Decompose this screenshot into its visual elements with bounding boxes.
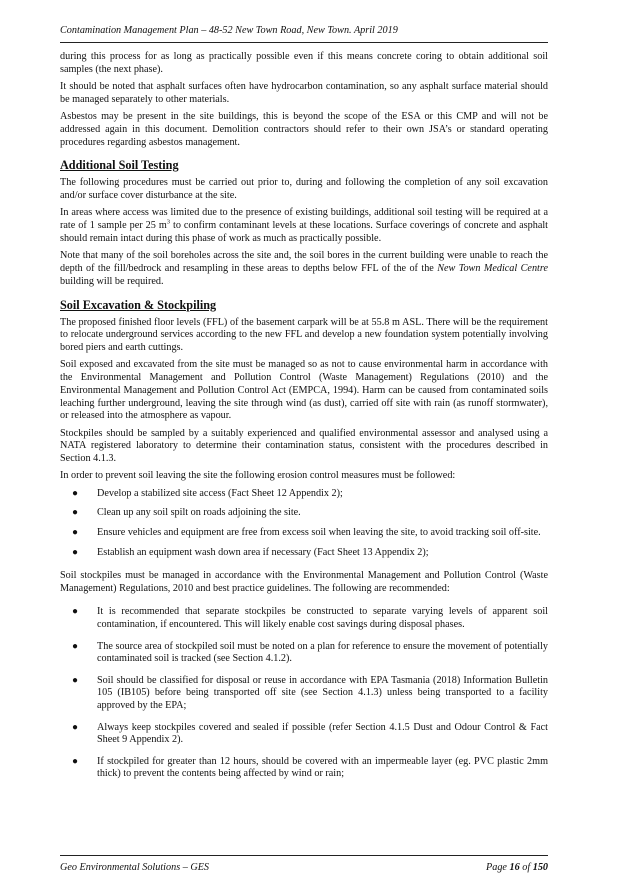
heading-additional-soil-testing: Additional Soil Testing	[60, 158, 179, 173]
bullet-icon: ●	[72, 487, 79, 499]
excavation-paragraph-4: In order to prevent soil leaving the site the following erosion control measures must be followed:	[60, 470, 456, 482]
text-run: building will be required.	[60, 275, 164, 287]
bullet-icon: ●	[72, 507, 79, 519]
italic-run: New Town Medical Centre	[437, 262, 548, 274]
superscript: 3	[166, 218, 170, 226]
excavation-paragraph-3: Stockpiles should be sampled by a suitably experienced and qualified environmental assessor and analysed using a NATA registered laboratory to determine their contamination status, consistent with the procedures described in Section 4.1.3.	[60, 427, 548, 465]
intro-paragraph-3: Asbestos may be present in the site buildings, this is beyond the scope of the ESA or this CMP and will not be addressed again in this document. Demolition contractors should refer to their own JSA’s or standard operating procedures regarding asbestos management.	[60, 110, 548, 148]
page-prefix: Page	[486, 862, 510, 873]
text-run: In areas where access was limited due to the presence of existing buildings, additional soil testing will be required at a rate of 1 sample per 25 m	[60, 207, 548, 232]
list-item	[60, 507, 548, 520]
list-item	[60, 488, 548, 501]
list-item	[60, 547, 548, 560]
list-item-text: Establish an equipment wash down area if necessary (Fact Sheet 13 Appendix 2);	[97, 547, 429, 559]
list-item	[60, 756, 548, 782]
page-number	[486, 862, 548, 874]
excavation-paragraph-5: Soil stockpiles must be managed in accordance with the Environmental Management and Pollution Control (Waste Management) Regulations, 2010 and best practice guidelines. The following are recommended:	[60, 569, 548, 594]
erosion-control-list	[60, 488, 548, 560]
heading-soil-excavation: Soil Excavation & Stockpiling	[60, 297, 217, 312]
list-item-text: Ensure vehicles and equipment are free from excess soil when leaving the site, to avoid tracking soil off-site.	[97, 527, 541, 539]
header-title: Contamination Management Plan – 48-52 New Town Road, New Town. April 2019	[60, 25, 398, 36]
soil-testing-paragraph-3	[60, 250, 548, 288]
list-item	[60, 641, 548, 667]
list-item-text: Soil should be classified for disposal or reuse in accordance with EPA Tasmania (2018) Information Bulletin 105 (IB105) before being transported off site (see Section 4.1.3) unless being transported to a facility approved by the EPA;	[97, 674, 548, 712]
excavation-paragraph-1: The proposed finished floor levels (FFL) of the basement carpark will be at 55.8 m ASL. There will be the requirement to relocate underground services according to the new FFL and develop a new foundation system potentially involving bored piers and earth cuttings.	[60, 316, 548, 354]
page-content	[60, 51, 548, 783]
intro-paragraph-1: during this process for as long as practically possible even if this means concrete coring to obtain additional soil samples (the next phase).	[60, 51, 548, 75]
list-item-text: If stockpiled for greater than 12 hours, should be covered with an impermeable layer (eg. PVC plastic 2mm thick) to prevent the contents being affected by wind or rain;	[97, 755, 548, 780]
bullet-icon: ●	[72, 606, 79, 618]
list-item	[60, 606, 548, 632]
excavation-paragraph-2: Soil exposed and excavated from the site must be managed so as not to cause environmental harm in accordance with the Environmental Management and Pollution Control (Waste Management) Regulations (2010) and the Environmental Management and Pollution Control Act (EMPCA, 1994). Harm can be caused from contaminated soils leaching further underground, leaving the site through wind (as dust), carried off site with rain (as runoff stormwater), or released into the atmosphere as vapour.	[60, 359, 548, 422]
text-run: Note that many of the soil boreholes across the site and, the soil bores in the current building were unable to reach the depth of the fill/bedrock and resampling in these areas to depths below FFL of the of the	[60, 250, 548, 274]
text-run: to confirm contaminant levels at these locations. Surface coverings of concrete and asphalt should remain intact during this phase of work as much as practically possible.	[60, 220, 548, 244]
bullet-icon: ●	[72, 547, 79, 559]
intro-paragraph-2: It should be noted that asphalt surfaces often have hydrocarbon contamination, so any asphalt surface material should be managed separately to other materials.	[60, 80, 548, 105]
soil-testing-paragraph-2	[60, 207, 548, 245]
list-item-text: The source area of stockpiled soil must be noted on a plan for reference to ensure the movement of potentially contaminated soil is tracked (see Section 4.1.2).	[97, 640, 548, 665]
bullet-icon: ●	[72, 640, 79, 652]
list-item	[60, 722, 548, 748]
list-item-text: It is recommended that separate stockpiles be constructed to separate varying levels of apparent soil contamination, if encountered. This will likely enable cost savings during disposal phases.	[97, 606, 548, 631]
list-item	[60, 675, 548, 713]
list-item-text: Clean up any soil spilt on roads adjoining the site.	[97, 507, 301, 519]
page-header	[60, 25, 548, 43]
bullet-icon: ●	[72, 721, 79, 733]
list-item-text: Develop a stabilized site access (Fact Sheet 12 Appendix 2);	[97, 487, 343, 499]
page-footer	[60, 855, 548, 873]
bullet-icon: ●	[72, 527, 79, 539]
soil-testing-paragraph-1: The following procedures must be carried out prior to, during and following the completion of any soil excavation and/or surface cover disturbance at the site.	[60, 177, 548, 202]
document-page	[60, 0, 548, 879]
list-item-text: Always keep stockpiles covered and sealed if possible (refer Section 4.1.5 Dust and Odour Control & Fact Sheet 9 Appendix 2).	[97, 721, 548, 746]
stockpile-recommendations-list	[60, 606, 548, 781]
bullet-icon: ●	[72, 755, 79, 767]
total-pages: 150	[532, 862, 548, 873]
bullet-icon: ●	[72, 674, 79, 686]
list-item	[60, 527, 548, 540]
current-page: 16	[509, 862, 520, 873]
page-mid: of	[519, 862, 533, 873]
footer-company: Geo Environmental Solutions – GES	[60, 862, 210, 873]
